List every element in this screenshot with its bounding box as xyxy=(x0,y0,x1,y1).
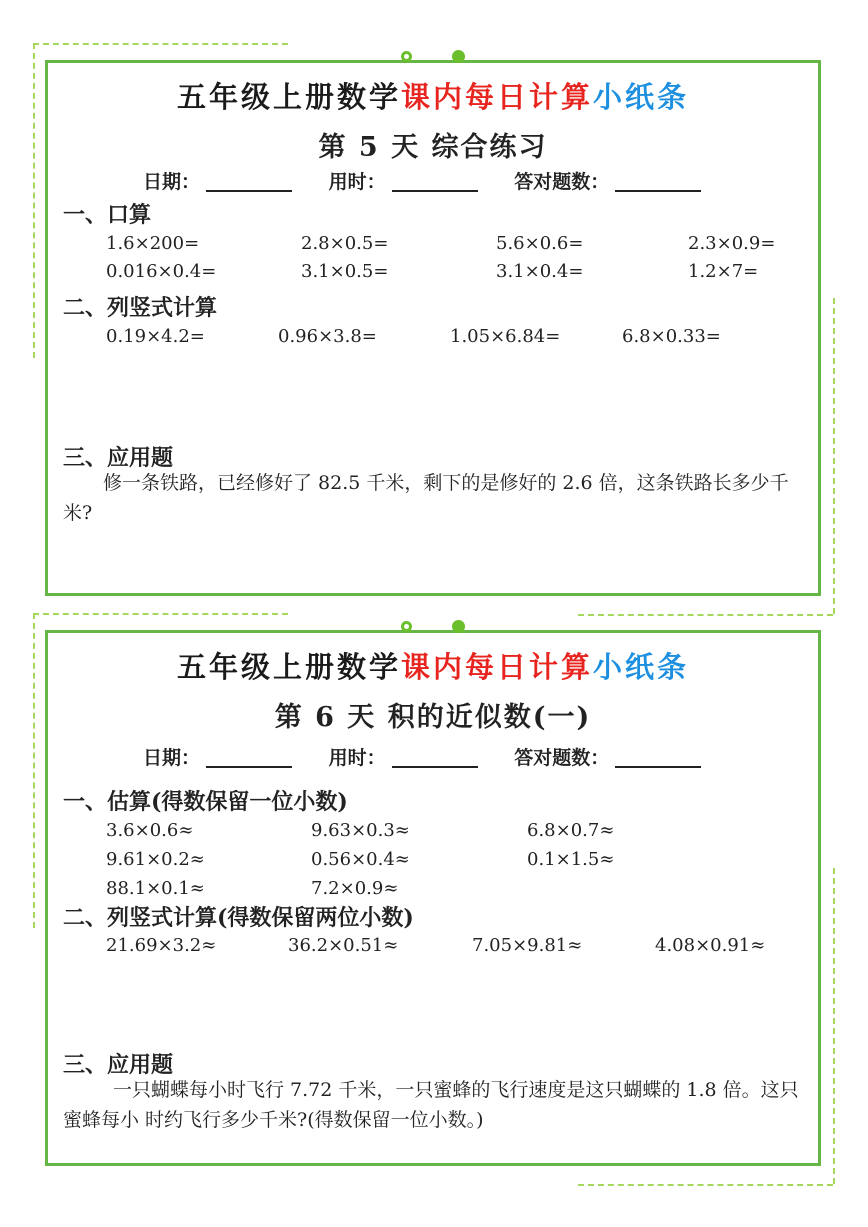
decor-dash xyxy=(33,613,35,928)
problem: 0.1×1.5≈ xyxy=(527,849,615,870)
decor-dash xyxy=(33,613,288,615)
problem: 2.3×0.9= xyxy=(688,233,776,254)
section-heading: 二、列竖式计算 xyxy=(63,295,218,321)
decor-dash xyxy=(833,298,835,614)
time-field[interactable]: 用时： xyxy=(329,743,478,770)
problem: 9.61×0.2≈ xyxy=(106,849,205,870)
time-field[interactable]: 用时： xyxy=(329,167,478,194)
problem: 0.19×4.2= xyxy=(106,326,205,347)
problem: 1.2×7= xyxy=(688,261,759,282)
day-title: 第 5 天 综合练习 xyxy=(318,132,548,163)
info-line xyxy=(143,743,731,770)
decor-dash xyxy=(833,868,835,1184)
problem: 6.8×0.33= xyxy=(622,326,721,347)
problem: 0.016×0.4= xyxy=(106,261,217,282)
problem: 1.6×200= xyxy=(106,233,200,254)
correct-count-field[interactable]: 答对题数： xyxy=(514,743,701,770)
problem: 2.8×0.5= xyxy=(301,233,389,254)
ring-icon xyxy=(401,621,412,632)
dot-icon xyxy=(452,50,465,63)
section-heading: 二、列竖式计算(得数保留两位小数) xyxy=(63,905,414,931)
correct-count-field[interactable]: 答对题数： xyxy=(514,167,701,194)
worksheet-frame xyxy=(45,630,821,1166)
problem: 4.08×0.91≈ xyxy=(655,935,766,956)
problem: 9.63×0.3≈ xyxy=(311,820,410,841)
info-line xyxy=(143,167,731,194)
problem: 3.6×0.6≈ xyxy=(106,820,194,841)
problem: 5.6×0.6= xyxy=(496,233,584,254)
worksheet-frame xyxy=(45,60,821,596)
problem: 6.8×0.7≈ xyxy=(527,820,615,841)
decor-dash xyxy=(33,43,35,358)
problem: 0.96×3.8= xyxy=(278,326,377,347)
decor-dash xyxy=(33,43,288,45)
problem: 21.69×3.2≈ xyxy=(106,935,217,956)
worksheet-day-5 xyxy=(0,0,868,600)
day-title: 第 6 天 积的近似数(一) xyxy=(274,702,592,733)
section-heading: 三、应用题 xyxy=(63,1052,174,1078)
section-heading: 一、估算(得数保留一位小数) xyxy=(63,789,348,815)
decor-dash xyxy=(578,1184,833,1186)
banner-title: 五年级上册数学课内每日计算小纸条 xyxy=(176,650,690,684)
word-problem: 修一条铁路，已经修好了 82.5 千米，剩下的是修好的 2.6 倍，这条铁路长多少千米? xyxy=(63,472,789,524)
banner-title: 五年级上册数学课内每日计算小纸条 xyxy=(176,80,690,114)
word-problem: 一只蝴蝶每小时飞行 7.72 千米，一只蜜蜂的飞行速度是这只蝴蝶的 1.8 倍。这只蜜蜂每小 时约飞行多少千米?(得数保留一位小数。) xyxy=(63,1079,799,1131)
problem: 3.1×0.5= xyxy=(301,261,389,282)
section-heading: 一、口算 xyxy=(63,202,152,228)
problem: 7.2×0.9≈ xyxy=(311,878,399,899)
dot-icon xyxy=(452,620,465,633)
section-heading: 三、应用题 xyxy=(63,445,174,471)
ring-icon xyxy=(401,51,412,62)
problem: 0.56×0.4≈ xyxy=(311,849,410,870)
problem: 1.05×6.84= xyxy=(450,326,561,347)
problem: 3.1×0.4= xyxy=(496,261,584,282)
problem: 88.1×0.1≈ xyxy=(106,878,205,899)
date-field[interactable]: 日期： xyxy=(143,743,292,770)
date-field[interactable]: 日期： xyxy=(143,167,292,194)
worksheet-day-6 xyxy=(0,570,868,1170)
problem: 36.2×0.51≈ xyxy=(288,935,399,956)
problem: 7.05×9.81≈ xyxy=(472,935,583,956)
